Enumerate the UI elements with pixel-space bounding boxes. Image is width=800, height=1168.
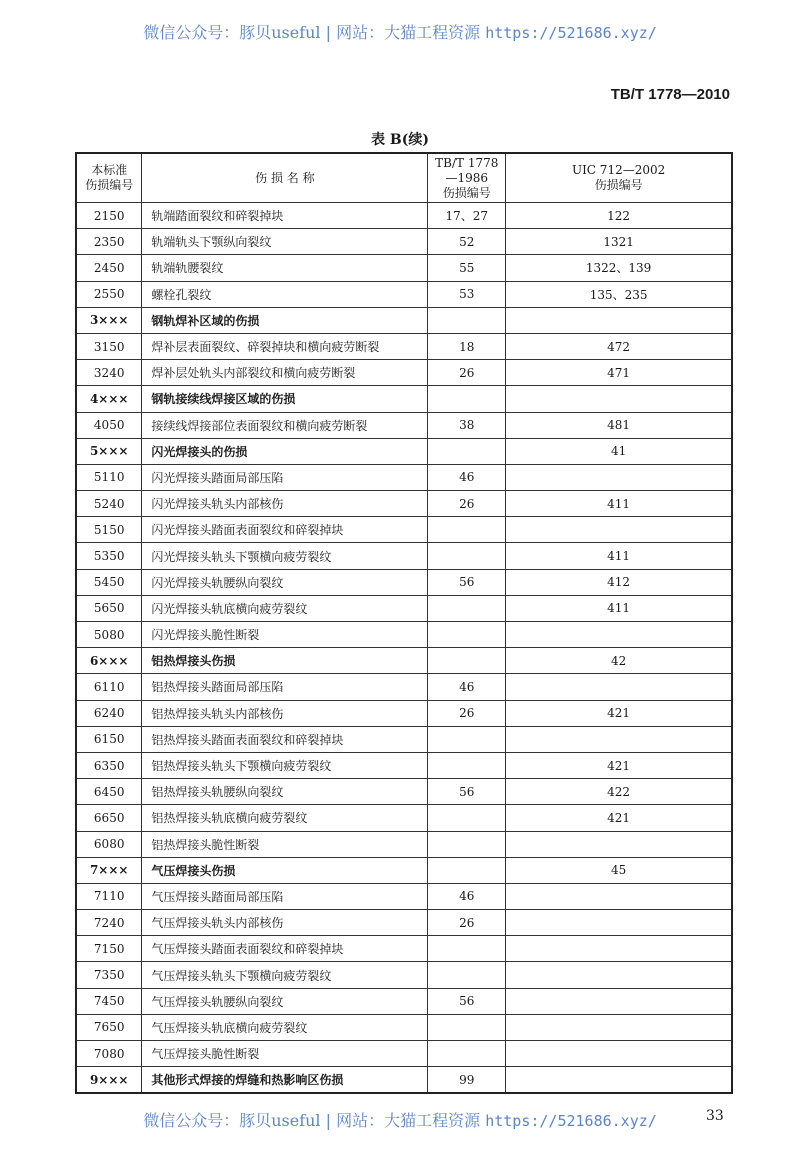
table-row — [76, 779, 732, 805]
defect-name: 钢轨焊补区域的伤损 — [142, 307, 428, 333]
uic-code: 45 — [506, 857, 732, 883]
table-group-row — [76, 307, 732, 333]
watermark-url[interactable]: https://521686.xyz/ — [485, 24, 657, 42]
defect-code: 2150 — [76, 203, 142, 229]
old-code — [428, 1041, 506, 1067]
uic-code — [506, 464, 732, 490]
table-row — [76, 831, 732, 857]
header-line: TB/T 1778 — [435, 155, 499, 170]
uic-code — [506, 517, 732, 543]
defect-code: 4××× — [76, 386, 142, 412]
header-line: 伤损编号 — [442, 185, 491, 200]
defect-name: 闪光焊接头轨头下颚横向疲劳裂纹 — [142, 543, 428, 569]
old-code — [428, 307, 506, 333]
old-code: 53 — [428, 281, 506, 307]
old-code — [428, 1014, 506, 1040]
defect-name: 其他形式焊接的焊缝和热影响区伤损 — [142, 1067, 428, 1094]
defect-code: 7××× — [76, 857, 142, 883]
defect-code: 7110 — [76, 883, 142, 909]
defect-code: 5650 — [76, 595, 142, 621]
defect-name: 接续线焊接部位表面裂纹和横向疲劳断裂 — [142, 412, 428, 438]
defect-code: 7240 — [76, 910, 142, 936]
old-code: 18 — [428, 333, 506, 359]
table-row — [76, 543, 732, 569]
table-row — [76, 988, 732, 1014]
uic-code: 421 — [506, 805, 732, 831]
defect-name: 闪光焊接头脆性断裂 — [142, 622, 428, 648]
defect-code: 7350 — [76, 962, 142, 988]
uic-code: 42 — [506, 648, 732, 674]
defect-code: 6080 — [76, 831, 142, 857]
defect-code: 6350 — [76, 752, 142, 778]
defect-name: 闪光焊接头轨底横向疲劳裂纹 — [142, 595, 428, 621]
watermark-url[interactable]: https://521686.xyz/ — [485, 1112, 657, 1130]
uic-code — [506, 1014, 732, 1040]
defect-name: 铝热焊接头轨头下颚横向疲劳裂纹 — [142, 752, 428, 778]
uic-code: 481 — [506, 412, 732, 438]
page-number: 33 — [706, 1108, 724, 1124]
old-code: 26 — [428, 910, 506, 936]
uic-code: 412 — [506, 569, 732, 595]
uic-code: 1322、139 — [506, 255, 732, 281]
watermark-bottom — [0, 1108, 800, 1131]
header-line: 伤损编号 — [594, 178, 643, 192]
header-uic-code — [506, 153, 732, 203]
defect-name: 气压焊接头轨底横向疲劳裂纹 — [142, 1014, 428, 1040]
table-group-row — [76, 648, 732, 674]
old-code — [428, 648, 506, 674]
old-code — [428, 831, 506, 857]
defect-name: 气压焊接头轨头下颚横向疲劳裂纹 — [142, 962, 428, 988]
defect-code: 2350 — [76, 229, 142, 255]
old-code: 55 — [428, 255, 506, 281]
table-row — [76, 412, 732, 438]
defect-code: 6450 — [76, 779, 142, 805]
table-row — [76, 936, 732, 962]
standard-number: TB/T 1778—2010 — [610, 86, 730, 103]
watermark-text: 微信公众号：豚贝useful | 网站：大猫工程资源 — [143, 1111, 481, 1130]
old-code: 56 — [428, 569, 506, 595]
defect-code: 6650 — [76, 805, 142, 831]
defect-code: 6150 — [76, 726, 142, 752]
defect-name: 闪光焊接头轨头内部核伤 — [142, 491, 428, 517]
table-group-row — [76, 1067, 732, 1094]
old-code — [428, 752, 506, 778]
old-code — [428, 595, 506, 621]
uic-code — [506, 726, 732, 752]
defect-code: 6240 — [76, 700, 142, 726]
uic-code — [506, 962, 732, 988]
old-code: 26 — [428, 491, 506, 517]
defect-name: 铝热焊接头脆性断裂 — [142, 831, 428, 857]
table-row — [76, 1014, 732, 1040]
defect-code: 5080 — [76, 622, 142, 648]
defect-name: 铝热焊接头踏面局部压陷 — [142, 674, 428, 700]
old-code — [428, 857, 506, 883]
watermark-top — [0, 20, 800, 43]
header-old-code — [428, 153, 506, 203]
defect-code: 5240 — [76, 491, 142, 517]
table-group-row — [76, 386, 732, 412]
table-row — [76, 595, 732, 621]
defect-code: 5110 — [76, 464, 142, 490]
defect-code: 2550 — [76, 281, 142, 307]
table-row — [76, 491, 732, 517]
defect-name: 铝热焊接头轨头内部核伤 — [142, 700, 428, 726]
header-line: 伤 损 名 称 — [255, 170, 315, 185]
table-caption: 表 B(续) — [371, 132, 429, 148]
old-code: 99 — [428, 1067, 506, 1094]
old-code: 46 — [428, 674, 506, 700]
table-row — [76, 360, 732, 386]
defect-code: 5350 — [76, 543, 142, 569]
header-line: —1986 — [445, 170, 489, 185]
old-code: 52 — [428, 229, 506, 255]
table-row — [76, 281, 732, 307]
header-line: UIC 712—2002 — [571, 163, 666, 177]
old-code: 46 — [428, 464, 506, 490]
defect-code: 3150 — [76, 333, 142, 359]
table-row — [76, 622, 732, 648]
uic-code: 471 — [506, 360, 732, 386]
defect-name: 闪光焊接头的伤损 — [142, 438, 428, 464]
old-code — [428, 543, 506, 569]
table-row — [76, 910, 732, 936]
defect-name: 轨端踏面裂纹和碎裂掉块 — [142, 203, 428, 229]
table-row — [76, 517, 732, 543]
uic-code — [506, 910, 732, 936]
uic-code: 421 — [506, 752, 732, 778]
defect-code: 7650 — [76, 1014, 142, 1040]
uic-code — [506, 622, 732, 648]
old-code — [428, 726, 506, 752]
uic-code: 135、235 — [506, 281, 732, 307]
uic-code: 421 — [506, 700, 732, 726]
uic-code: 41 — [506, 438, 732, 464]
defect-code: 5××× — [76, 438, 142, 464]
header-code — [76, 153, 142, 203]
uic-code: 411 — [506, 595, 732, 621]
defect-name: 气压焊接头轨腰纵向裂纹 — [142, 988, 428, 1014]
defect-code: 6110 — [76, 674, 142, 700]
uic-code: 411 — [506, 543, 732, 569]
defect-name: 闪光焊接头踏面局部压陷 — [142, 464, 428, 490]
table-row — [76, 674, 732, 700]
defect-name: 焊补层表面裂纹、碎裂掉块和横向疲劳断裂 — [142, 333, 428, 359]
defect-name: 钢轨接续线焊接区域的伤损 — [142, 386, 428, 412]
defect-code: 7150 — [76, 936, 142, 962]
defect-name: 铝热焊接头轨底横向疲劳裂纹 — [142, 805, 428, 831]
table-row — [76, 1041, 732, 1067]
uic-code — [506, 988, 732, 1014]
table-header-row — [76, 153, 732, 203]
defect-name: 气压焊接头轨头内部核伤 — [142, 910, 428, 936]
defect-name: 闪光焊接头踏面表面裂纹和碎裂掉块 — [142, 517, 428, 543]
uic-code — [506, 936, 732, 962]
uic-code — [506, 831, 732, 857]
old-code: 56 — [428, 779, 506, 805]
defect-name: 气压焊接头踏面局部压陷 — [142, 883, 428, 909]
defect-code: 9××× — [76, 1067, 142, 1094]
defect-name: 轨端轨头下颚纵向裂纹 — [142, 229, 428, 255]
defect-name: 气压焊接头脆性断裂 — [142, 1041, 428, 1067]
uic-code: 122 — [506, 203, 732, 229]
uic-code — [506, 1041, 732, 1067]
old-code — [428, 936, 506, 962]
defect-code: 5450 — [76, 569, 142, 595]
defect-code: 7450 — [76, 988, 142, 1014]
defect-name: 铝热焊接头轨腰纵向裂纹 — [142, 779, 428, 805]
old-code: 26 — [428, 700, 506, 726]
table-body — [76, 203, 732, 1094]
defect-code: 5150 — [76, 517, 142, 543]
defect-code: 2450 — [76, 255, 142, 281]
defect-name: 闪光焊接头轨腰纵向裂纹 — [142, 569, 428, 595]
uic-code: 422 — [506, 779, 732, 805]
defect-code: 6××× — [76, 648, 142, 674]
table-row — [76, 569, 732, 595]
header-line: 伤损编号 — [85, 178, 134, 192]
uic-code — [506, 386, 732, 412]
table-row — [76, 255, 732, 281]
uic-code: 411 — [506, 491, 732, 517]
table-row — [76, 203, 732, 229]
uic-code: 1321 — [506, 229, 732, 255]
uic-code — [506, 1067, 732, 1094]
table-row — [76, 229, 732, 255]
defect-name: 气压焊接头伤损 — [142, 857, 428, 883]
old-code: 56 — [428, 988, 506, 1014]
table-group-row — [76, 438, 732, 464]
old-code — [428, 622, 506, 648]
old-code: 26 — [428, 360, 506, 386]
defect-name: 气压焊接头踏面表面裂纹和碎裂掉块 — [142, 936, 428, 962]
uic-code — [506, 883, 732, 909]
defect-code: 7080 — [76, 1041, 142, 1067]
defect-name: 轨端轨腰裂纹 — [142, 255, 428, 281]
defect-code: 4050 — [76, 412, 142, 438]
old-code: 17、27 — [428, 203, 506, 229]
uic-code — [506, 674, 732, 700]
table-row — [76, 726, 732, 752]
table-row — [76, 700, 732, 726]
uic-code: 472 — [506, 333, 732, 359]
table-row — [76, 464, 732, 490]
old-code: 38 — [428, 412, 506, 438]
old-code: 46 — [428, 883, 506, 909]
table-row — [76, 752, 732, 778]
defect-name: 铝热焊接头踏面表面裂纹和碎裂掉块 — [142, 726, 428, 752]
table-row — [76, 333, 732, 359]
defect-code: 3××× — [76, 307, 142, 333]
table-row — [76, 962, 732, 988]
defect-name: 铝热焊接头伤损 — [142, 648, 428, 674]
defect-code: 3240 — [76, 360, 142, 386]
old-code — [428, 386, 506, 412]
defect-name: 螺栓孔裂纹 — [142, 281, 428, 307]
table-row — [76, 805, 732, 831]
defect-name: 焊补层处轨头内部裂纹和横向疲劳断裂 — [142, 360, 428, 386]
table-group-row — [76, 857, 732, 883]
table-row — [76, 883, 732, 909]
uic-code — [506, 307, 732, 333]
header-name — [142, 153, 428, 203]
old-code — [428, 438, 506, 464]
old-code — [428, 962, 506, 988]
defect-code-table — [75, 152, 733, 1094]
watermark-text: 微信公众号：豚贝useful | 网站：大猫工程资源 — [143, 23, 481, 42]
header-line: 本标准 — [91, 163, 128, 177]
old-code — [428, 805, 506, 831]
old-code — [428, 517, 506, 543]
